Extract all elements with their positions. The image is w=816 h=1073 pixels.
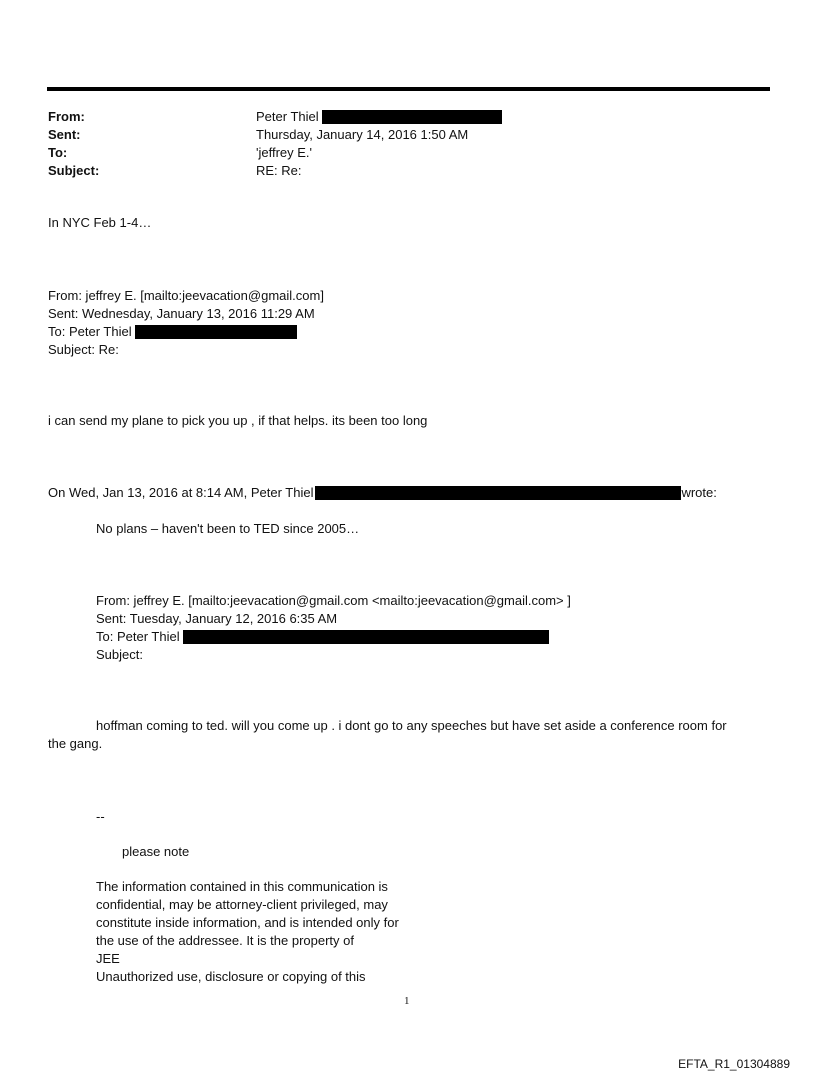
disclaimer xyxy=(96,878,399,986)
quoted1-body: i can send my plane to pick you up , if that helps. its been too long xyxy=(48,413,428,428)
from-label: From: xyxy=(48,109,85,124)
from-value: Peter Thiel xyxy=(256,109,319,124)
disclaimer-line: JEE xyxy=(96,951,120,966)
to-label: To: xyxy=(48,145,68,160)
signature-please-note: please note xyxy=(122,844,190,859)
redaction-box xyxy=(315,486,681,500)
quoted3-body-line1: hoffman coming to ted. will you come up . i dont go to any speeches but have set aside a conference room for xyxy=(96,718,727,733)
page-number: 1 xyxy=(404,995,410,1007)
quoted3-to: To: Peter Thiel xyxy=(96,629,180,644)
quoted2-body: No plans – haven't been to TED since 2005… xyxy=(96,521,360,536)
to-value: 'jeffrey E.' xyxy=(256,145,313,160)
quoted2-wrote: wrote: xyxy=(681,485,717,500)
redaction-box xyxy=(183,630,549,644)
subject-value: RE: Re: xyxy=(256,163,302,178)
quoted1-subject: Subject: Re: xyxy=(48,342,119,357)
quoted3-body-line2: the gang. xyxy=(48,736,103,751)
disclaimer-line: The information contained in this communication is xyxy=(96,879,388,894)
quoted1-to: To: Peter Thiel xyxy=(48,324,132,339)
quoted2-attribution: On Wed, Jan 13, 2016 at 8:14 AM, Peter Thiel xyxy=(48,485,314,500)
disclaimer-line: confidential, may be attorney-client privileged, may xyxy=(96,897,388,912)
redaction-box xyxy=(322,110,502,124)
message-body: In NYC Feb 1-4… xyxy=(48,215,152,230)
document-id: EFTA_R1_01304889 xyxy=(678,1057,790,1071)
signature-separator: -- xyxy=(96,809,105,824)
sent-label: Sent: xyxy=(48,127,81,142)
quoted1-sent: Sent: Wednesday, January 13, 2016 11:29 AM xyxy=(48,306,315,321)
redaction-box xyxy=(135,325,297,339)
quoted3-subject: Subject: xyxy=(96,647,143,662)
disclaimer-line: constitute inside information, and is intended only for xyxy=(96,915,399,930)
quoted1-from: From: jeffrey E. [mailto:jeevacation@gmail.com] xyxy=(48,288,324,303)
disclaimer-line: Unauthorized use, disclosure or copying of this xyxy=(96,969,366,984)
subject-label: Subject: xyxy=(48,163,100,178)
quoted3-from: From: jeffrey E. [mailto:jeevacation@gmail.com <mailto:jeevacation@gmail.com> ] xyxy=(96,593,571,608)
quoted3-sent: Sent: Tuesday, January 12, 2016 6:35 AM xyxy=(96,611,338,626)
sent-value: Thursday, January 14, 2016 1:50 AM xyxy=(256,127,469,142)
disclaimer-line: the use of the addressee. It is the property of xyxy=(96,933,354,948)
header-rule xyxy=(47,87,770,91)
